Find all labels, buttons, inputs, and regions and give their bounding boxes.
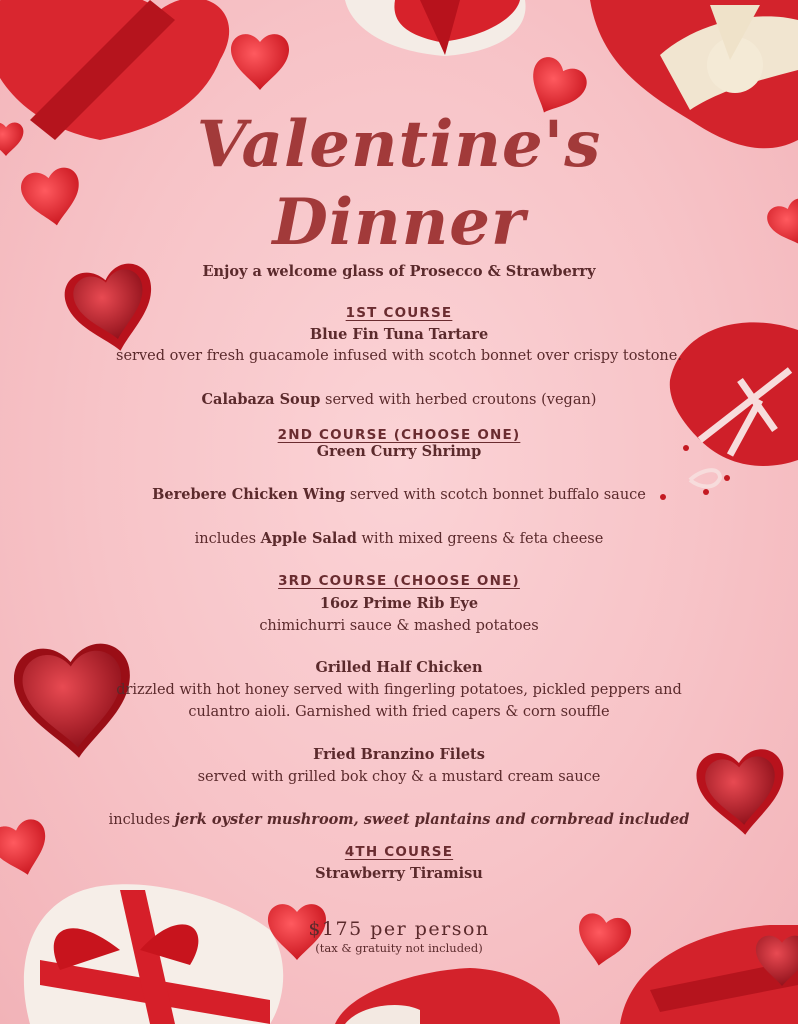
course-1-item-2-name: Calabaza Soup	[201, 391, 321, 408]
course-3-includes-prefix: includes	[108, 812, 175, 828]
intro-text: Enjoy a welcome glass of Prosecco & Strawberry	[202, 263, 596, 280]
course-3-item-2: Grilled Half Chicken	[315, 659, 483, 676]
course-3-item-3-desc: served with grilled bok choy & a mustard cream sauce	[197, 769, 601, 785]
course-1-heading: 1ST COURSE	[345, 305, 453, 321]
course-3-includes-text: jerk oyster mushroom, sweet plantains and cornbread included	[174, 811, 690, 828]
course-2-includes	[0, 529, 798, 549]
course-3-heading: 3RD COURSE (CHOOSE ONE)	[278, 573, 520, 589]
course-3-item-1-desc: chimichurri sauce & mashed potatoes	[259, 618, 539, 634]
course-3-item-2-desc-2: culantro aioli. Garnished with fried capers & corn souffle	[188, 704, 610, 720]
course-4-item-1: Strawberry Tiramisu	[315, 865, 483, 882]
course-3-item-3: Fried Branzino Filets	[313, 746, 485, 763]
title-line-1: Valentine's	[196, 107, 602, 182]
page-title	[0, 106, 798, 262]
course-2-item-2	[0, 485, 798, 505]
course-2-heading: 2ND COURSE (CHOOSE ONE)	[277, 427, 521, 443]
course-1-item-2	[0, 390, 798, 410]
price: $175 per person	[308, 918, 490, 940]
course-2-includes-prefix: includes	[194, 531, 261, 547]
course-3-item-2-desc-1: drizzled with hot honey served with fingerling potatoes, pickled peppers and	[116, 682, 682, 698]
course-2-item-1: Green Curry Shrimp	[316, 443, 482, 460]
course-3-item-1: 16oz Prime Rib Eye	[319, 595, 479, 612]
title-line-2: Dinner	[272, 185, 526, 260]
course-1-item-2-desc: served with herbed croutons (vegan)	[320, 392, 597, 408]
course-1-item-1-desc: served over fresh guacamole infused with scotch bonnet over crispy tostone.	[116, 348, 682, 364]
course-1-item-1: Blue Fin Tuna Tartare	[309, 326, 489, 343]
course-2-item-2-desc: served with scotch bonnet buffalo sauce	[345, 487, 646, 503]
course-2-includes-desc: with mixed greens & feta cheese	[356, 531, 604, 547]
course-2-item-2-name: Berebere Chicken Wing	[152, 486, 346, 503]
course-2-includes-name: Apple Salad	[260, 530, 357, 547]
price-note: (tax & gratuity not included)	[315, 941, 483, 955]
course-4-heading: 4TH COURSE	[344, 844, 454, 860]
course-3-includes	[0, 810, 798, 830]
